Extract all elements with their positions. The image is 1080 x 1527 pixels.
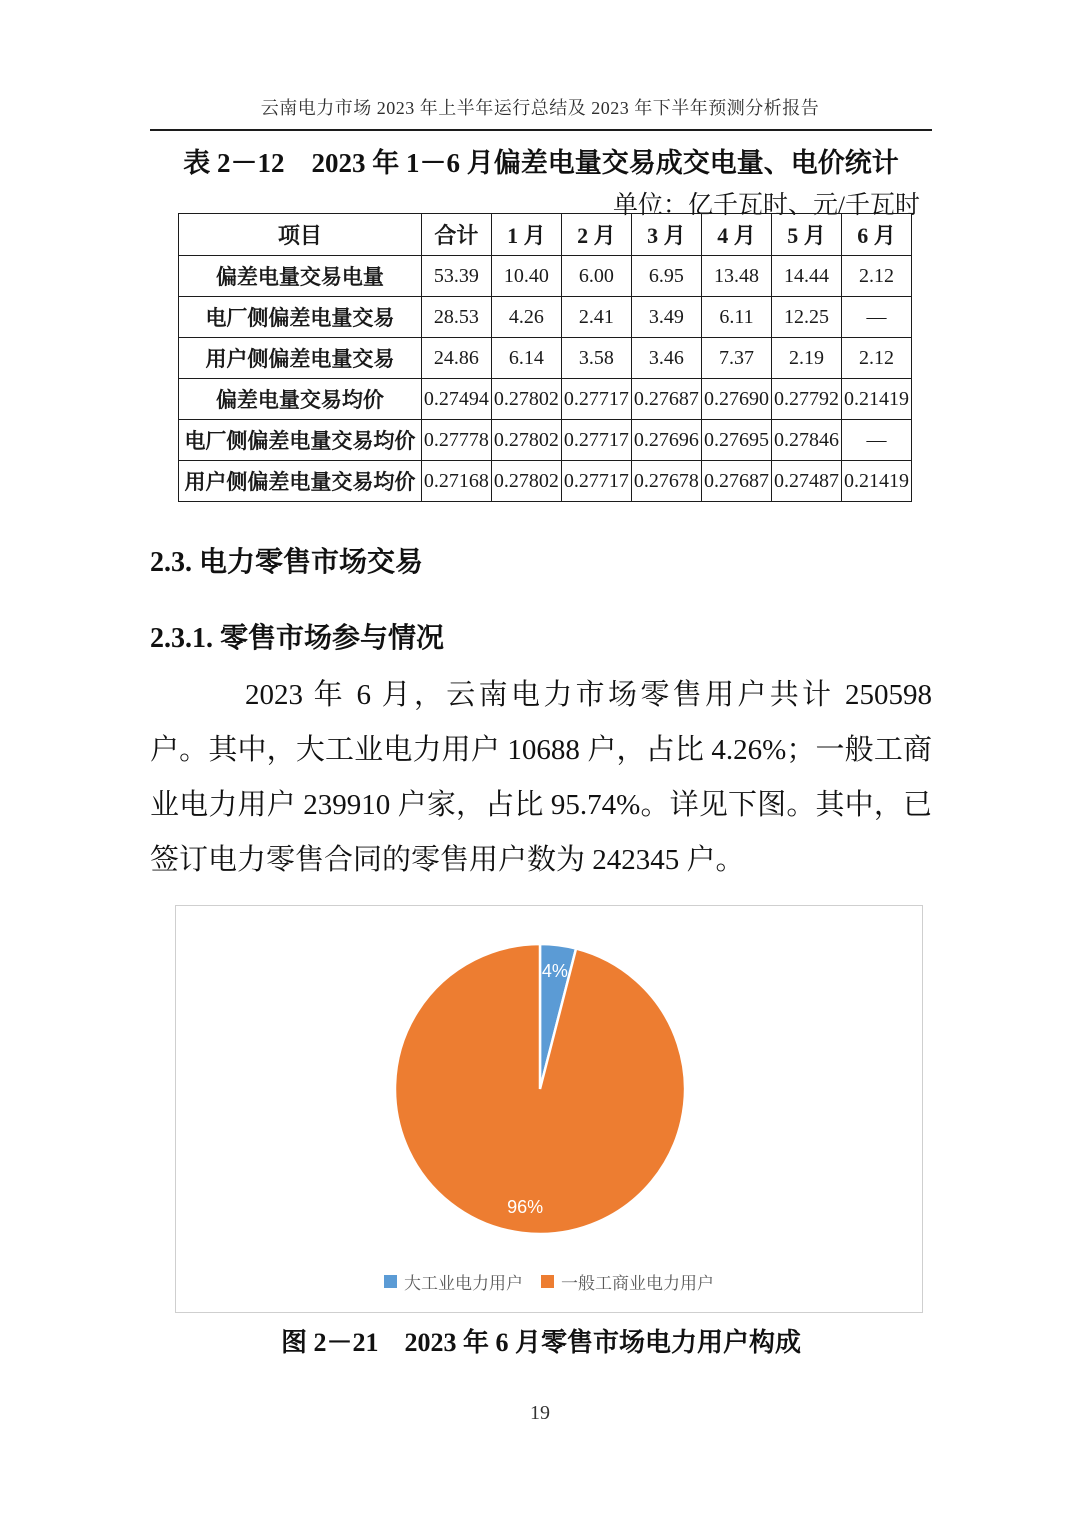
pie-slice xyxy=(395,944,685,1234)
table-cell: 14.44 xyxy=(771,256,841,297)
table-cell: 28.53 xyxy=(421,297,491,338)
table-header-cell: 合计 xyxy=(421,214,491,256)
table-cell: 6.95 xyxy=(631,256,701,297)
table-cell: 0.27690 xyxy=(701,379,771,420)
table-cell: 0.27168 xyxy=(421,461,491,502)
table-row xyxy=(179,379,912,420)
table-cell: 0.27487 xyxy=(771,461,841,502)
table-cell: 7.37 xyxy=(701,338,771,379)
table-header-cell: 3 月 xyxy=(631,214,701,256)
statistics-table xyxy=(178,213,912,502)
table-title: 表 2－12 2023 年 1－6 月偏差电量交易成交电量、电价统计 xyxy=(183,148,899,178)
table-cell: 0.27695 xyxy=(701,420,771,461)
table-row-label: 用户侧偏差电量交易均价 xyxy=(179,461,422,502)
pie-data-label: 4% xyxy=(541,961,568,981)
table-cell: 0.27846 xyxy=(771,420,841,461)
table-cell: 0.27792 xyxy=(771,379,841,420)
table-cell: 0.21419 xyxy=(841,379,911,420)
table-cell: 6.00 xyxy=(561,256,631,297)
table-header-cell: 1 月 xyxy=(491,214,561,256)
table-header-cell: 6 月 xyxy=(841,214,911,256)
legend-swatch-icon xyxy=(384,1275,397,1288)
pie-chart-container xyxy=(175,905,923,1313)
table-cell: 3.58 xyxy=(561,338,631,379)
table-cell: 2.41 xyxy=(561,297,631,338)
table-cell: — xyxy=(841,297,911,338)
table-cell: 0.27802 xyxy=(491,420,561,461)
table-cell: 0.27687 xyxy=(631,379,701,420)
legend-label: 一般工商业电力用户 xyxy=(561,1274,714,1293)
table-row-label: 用户侧偏差电量交易 xyxy=(179,338,422,379)
table-cell: 0.27678 xyxy=(631,461,701,502)
table-cell: 13.48 xyxy=(701,256,771,297)
running-header: 云南电力市场 2023 年上半年运行总结及 2023 年下半年预测分析报告 xyxy=(260,98,820,118)
table-row xyxy=(179,420,912,461)
section-heading: 2.3. 电力零售市场交易 xyxy=(150,547,424,578)
table-unit-note: 单位：亿千瓦时、元/千瓦时 xyxy=(613,192,920,219)
legend-label: 大工业电力用户 xyxy=(404,1274,523,1293)
legend-item xyxy=(541,1269,714,1294)
header-rule xyxy=(150,129,932,131)
subsection-heading: 2.3.1. 零售市场参与情况 xyxy=(150,623,445,654)
table-cell: 0.27717 xyxy=(561,461,631,502)
table-cell: 0.21419 xyxy=(841,461,911,502)
table-header xyxy=(179,214,912,256)
table-cell: 0.27494 xyxy=(421,379,491,420)
table-cell: 6.11 xyxy=(701,297,771,338)
table-cell: 0.27696 xyxy=(631,420,701,461)
table-cell: 6.14 xyxy=(491,338,561,379)
table-cell: 12.25 xyxy=(771,297,841,338)
table-row-label: 偏差电量交易电量 xyxy=(179,256,422,297)
table-row xyxy=(179,338,912,379)
body-paragraph: 2023 年 6 月，云南电力市场零售用户共计 250598 户。其中，大工业电力用户 10688 户，占比 4.26%；一般工商业电力用户 239910 户家，占比 95.74%。详见下图。其中，已签订电力零售合同的零售用户数为 242345 户。 xyxy=(150,679,932,876)
figure-caption: 图 2－21 2023 年 6 月零售市场电力用户构成 xyxy=(280,1328,801,1357)
table-row-label: 电厂侧偏差电量交易均价 xyxy=(179,420,422,461)
chart-legend xyxy=(176,1269,922,1294)
table-cell: — xyxy=(841,420,911,461)
table-row xyxy=(179,256,912,297)
table-cell: 2.12 xyxy=(841,256,911,297)
table-row-label: 电厂侧偏差电量交易 xyxy=(179,297,422,338)
table-cell: 10.40 xyxy=(491,256,561,297)
table-row xyxy=(179,461,912,502)
legend-item xyxy=(384,1269,523,1294)
pie-data-label: 96% xyxy=(507,1197,544,1217)
table-cell: 0.27778 xyxy=(421,420,491,461)
table-cell: 4.26 xyxy=(491,297,561,338)
table-header-row xyxy=(179,214,912,256)
table-cell: 3.46 xyxy=(631,338,701,379)
table-header-cell: 项目 xyxy=(179,214,422,256)
table-cell: 3.49 xyxy=(631,297,701,338)
table-cell: 2.12 xyxy=(841,338,911,379)
table-cell: 0.27802 xyxy=(491,461,561,502)
table-cell: 0.27802 xyxy=(491,379,561,420)
table-cell: 24.86 xyxy=(421,338,491,379)
pie-chart xyxy=(176,906,922,1312)
table-body xyxy=(179,256,912,502)
table-cell: 53.39 xyxy=(421,256,491,297)
legend-swatch-icon xyxy=(541,1275,554,1288)
table-header-cell: 2 月 xyxy=(561,214,631,256)
table-row-label: 偏差电量交易均价 xyxy=(179,379,422,420)
table-cell: 2.19 xyxy=(771,338,841,379)
table-cell: 0.27687 xyxy=(701,461,771,502)
table-header-cell: 4 月 xyxy=(701,214,771,256)
table-header-cell: 5 月 xyxy=(771,214,841,256)
table-cell: 0.27717 xyxy=(561,420,631,461)
table-cell: 0.27717 xyxy=(561,379,631,420)
table-row xyxy=(179,297,912,338)
page-number: 19 xyxy=(530,1402,550,1424)
